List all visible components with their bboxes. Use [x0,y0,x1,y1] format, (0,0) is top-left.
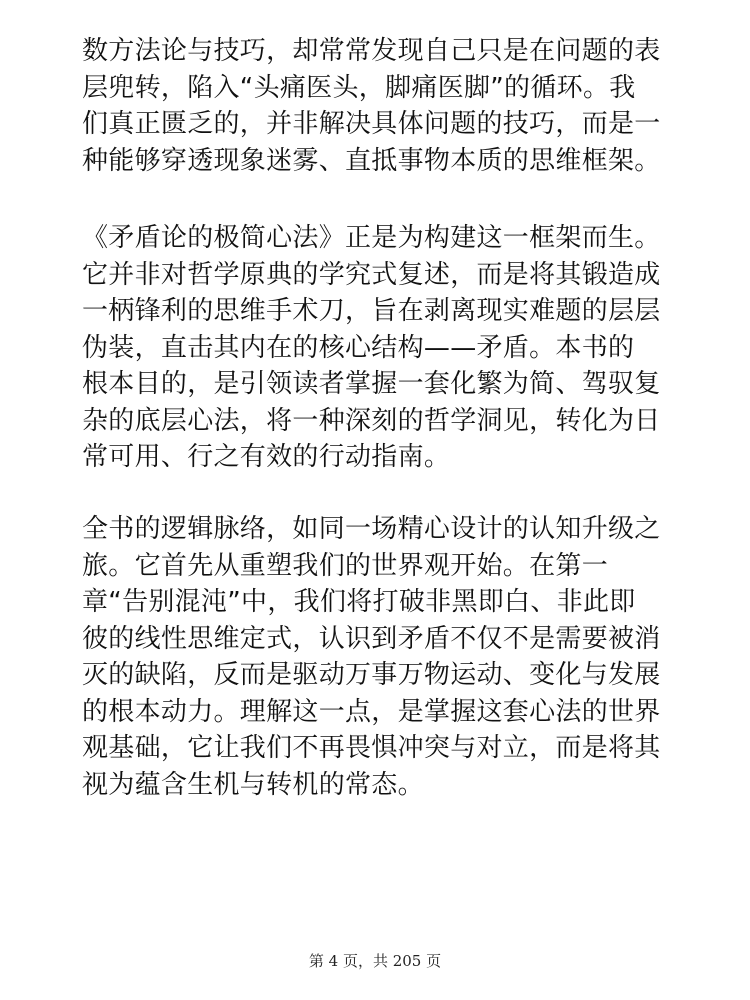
paragraph-3 [82,511,682,803]
paragraph-line: 观基础，它让我们不再畏惧冲突与对立，而是将其 [82,733,661,763]
paragraph-line: 旅。它首先从重塑我们的世界观开始。在第一 [82,550,609,581]
paragraph-line: 全书的逻辑脉络，如同一场精心设计的认知升级之 [82,514,661,544]
page-number-footer: 第 4 页，共 205 页 [308,952,442,970]
paragraph-line: 杂的底层心法，将一种深刻的哲学洞见，转化为日 [82,405,661,436]
paragraph-line: 伪装，直击其内在的核心结构——矛盾。本书的 [82,332,635,363]
paragraph-line: 《矛盾论的极简心法》正是为构建这一框架而生。 [82,223,661,253]
paragraph-line: 种能够穿透现象迷雾、直抵事物本质的思维框架。 [82,145,661,176]
paragraph-line: 数方法论与技巧，却常常发现自己只是在问题的表 [82,36,661,66]
paragraph-line: 的根本动力。理解这一点，是掌握这套心法的世界 [82,696,661,727]
paragraph-1 [82,33,682,179]
paragraph-line: 们真正匮乏的，并非解决具体问题的技巧，而是一 [82,109,661,139]
paragraph-2 [82,220,682,476]
paragraph-line: 常可用、行之有效的行动指南。 [82,442,451,472]
paragraph-line: 视为蕴含生机与转机的常态。 [82,769,424,800]
paragraph-line: 彼的线性思维定式，认识到矛盾不仅不是需要被消 [82,623,661,654]
paragraph-line: 一柄锋利的思维手术刀，旨在剥离现实难题的层层 [82,296,661,326]
paragraph-line: 章“告别混沌”中，我们将打破非黑即白、非此即 [82,587,636,617]
paragraph-line: 层兜转，陷入“头痛医头，脚痛医脚”的循环。我 [82,72,636,103]
paragraph-line: 它并非对哲学原典的学究式复述，而是将其锻造成 [82,259,661,290]
paragraph-line: 根本目的，是引领读者掌握一套化繁为简、驾驭复 [82,369,661,399]
paragraph-line: 灭的缺陷，反而是驱动万事万物运动、变化与发展 [82,660,661,690]
